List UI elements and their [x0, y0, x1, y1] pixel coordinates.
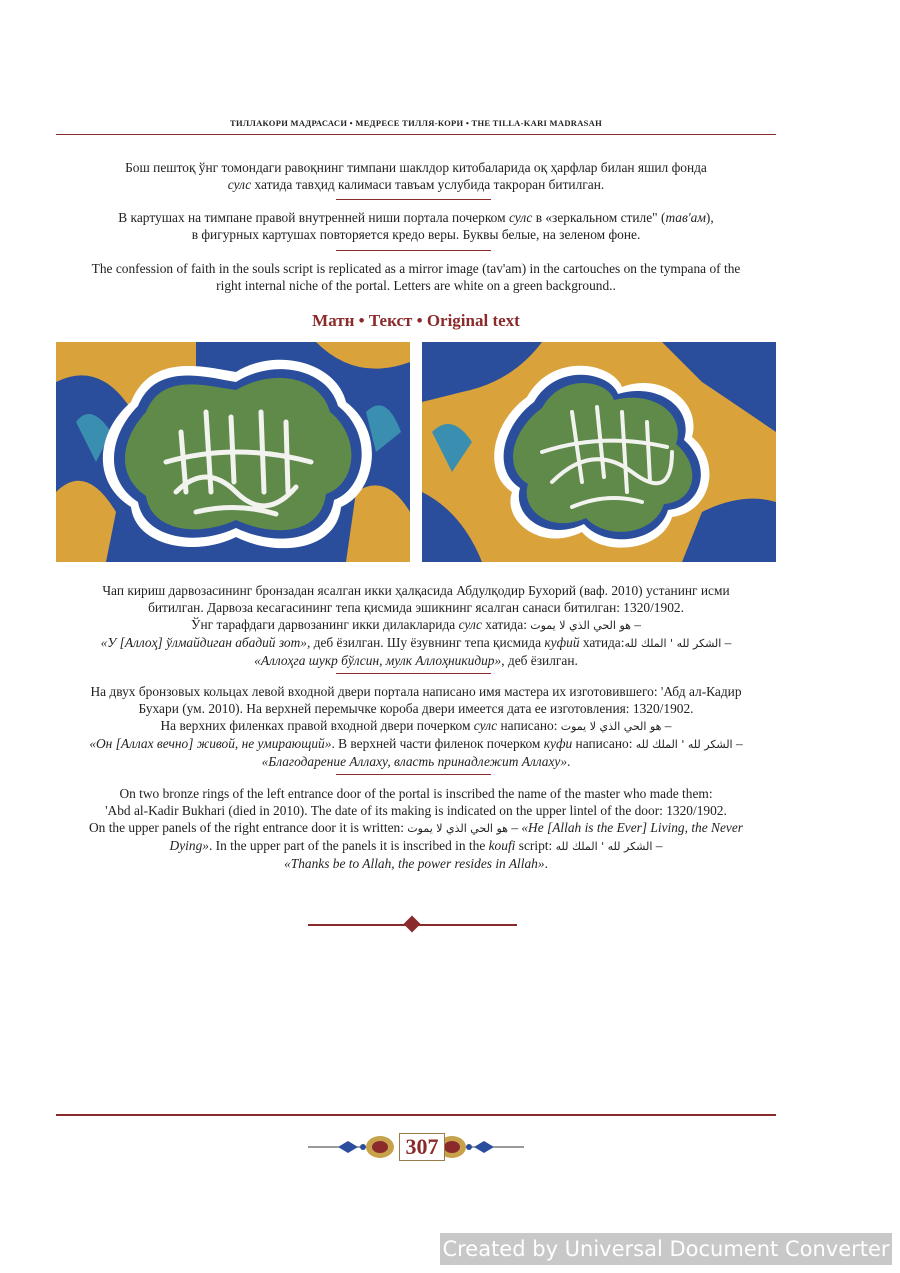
tile-photo-right — [422, 342, 776, 562]
section-title: Матн • Текст • Original text — [312, 311, 520, 330]
footer-rule — [56, 1114, 776, 1116]
header-rule — [56, 134, 776, 135]
ornament-diamond-icon — [404, 916, 421, 933]
text-uzbek: Чап кириш дарвозасининг бронзадан ясалган икки ҳалқасида Абдулқодир Бухорий (ваф. 2010) устанинг исми битилган. Дарвоза кесагасининг тепа қисмида эшикнинг ясалган санаси битилган: 1320/1902. Ўнг тарафдаги дарвозанинг икки дилакларида сулс хатида: هو الحي الذي لا يموت – «У [Аллоҳ] ўлмайдиган абадий зот», деб ёзилган. Шу ёзувнинг тепа қисмида куфий хатида:الشكر لله ' الملك لله – «Аллоҳга шукр бўлсин, мулк Аллоҳникидир», деб ёзилган. — [100, 583, 732, 668]
ornament-line-left — [308, 924, 406, 926]
running-header: ТИЛЛАКОРИ МАДРАСАСИ • МЕДРЕСЕ ТИЛЛЯ-КОРИ • THE TILLA-KARI MADRASAH — [229, 118, 603, 128]
ornament-line-right — [418, 924, 517, 926]
divider — [336, 774, 491, 775]
intro-english: The confession of faith in the souls script is replicated as a mirror image (tav'am) in the cartouches on the tympana of the right internal niche of the portal. Letters are white on a green background.. — [91, 261, 741, 293]
text-english: On two bronze rings of the left entrance door of the portal is inscribed the name of the master who made them: 'Abd al-Kadir Bukhari (died in 2010). The date of its making is indicated on the upper lintel of the door: 1320/1902. On the upper panels of the right entrance door it is written: هو الحي الذي لا يموت – «He [Allah is the Ever] Living, the Never Dying». In the upper part of the panels it is inscribed in the koufi script: الشكر لله ' الملك لله – «Thanks be to Allah, the power resides in Allah». — [88, 786, 744, 871]
text-russian: На двух бронзовых кольцах левой входной двери портала написано имя мастера их изготовившего: 'Абд ал-Кадир Бухари (ум. 2010). На верхней перемычке короба двери имеется дата ее изготовления: 1320/1902. На верхних филенках правой входной двери почерком сулс написано: هو الحي الذي لا يموت – «Он [Аллах вечно] живой, не умирающий». В верхней части филенок почерком куфи написано: الشكر لله ' الملك لله – «Благодарение Аллаху, власть принадлежит Аллаху». — [89, 684, 743, 769]
intro-uzbek: Бош пештоқ ўнг томондаги равоқнинг тимпани шаклдор китобаларида оқ ҳарфлар билан яшил фонда сулс хатида тавҳид калимаси тавъам услубида такроран битилган. — [125, 160, 707, 192]
watermark: Created by Universal Document Converter — [440, 1233, 892, 1265]
page-number: 307 — [399, 1133, 445, 1161]
divider — [336, 250, 491, 251]
intro-russian: В картушах на тимпане правой внутренней ниши портала почерком сулс в «зеркальном стиле" (тав'ам), в фигурных картушах повторяется кредо веры. Буквы белые, на зеленом фоне. — [118, 210, 714, 242]
tile-photo-left — [56, 342, 410, 562]
divider — [336, 199, 491, 200]
page-number-ornament — [308, 1130, 524, 1164]
divider — [336, 673, 491, 674]
